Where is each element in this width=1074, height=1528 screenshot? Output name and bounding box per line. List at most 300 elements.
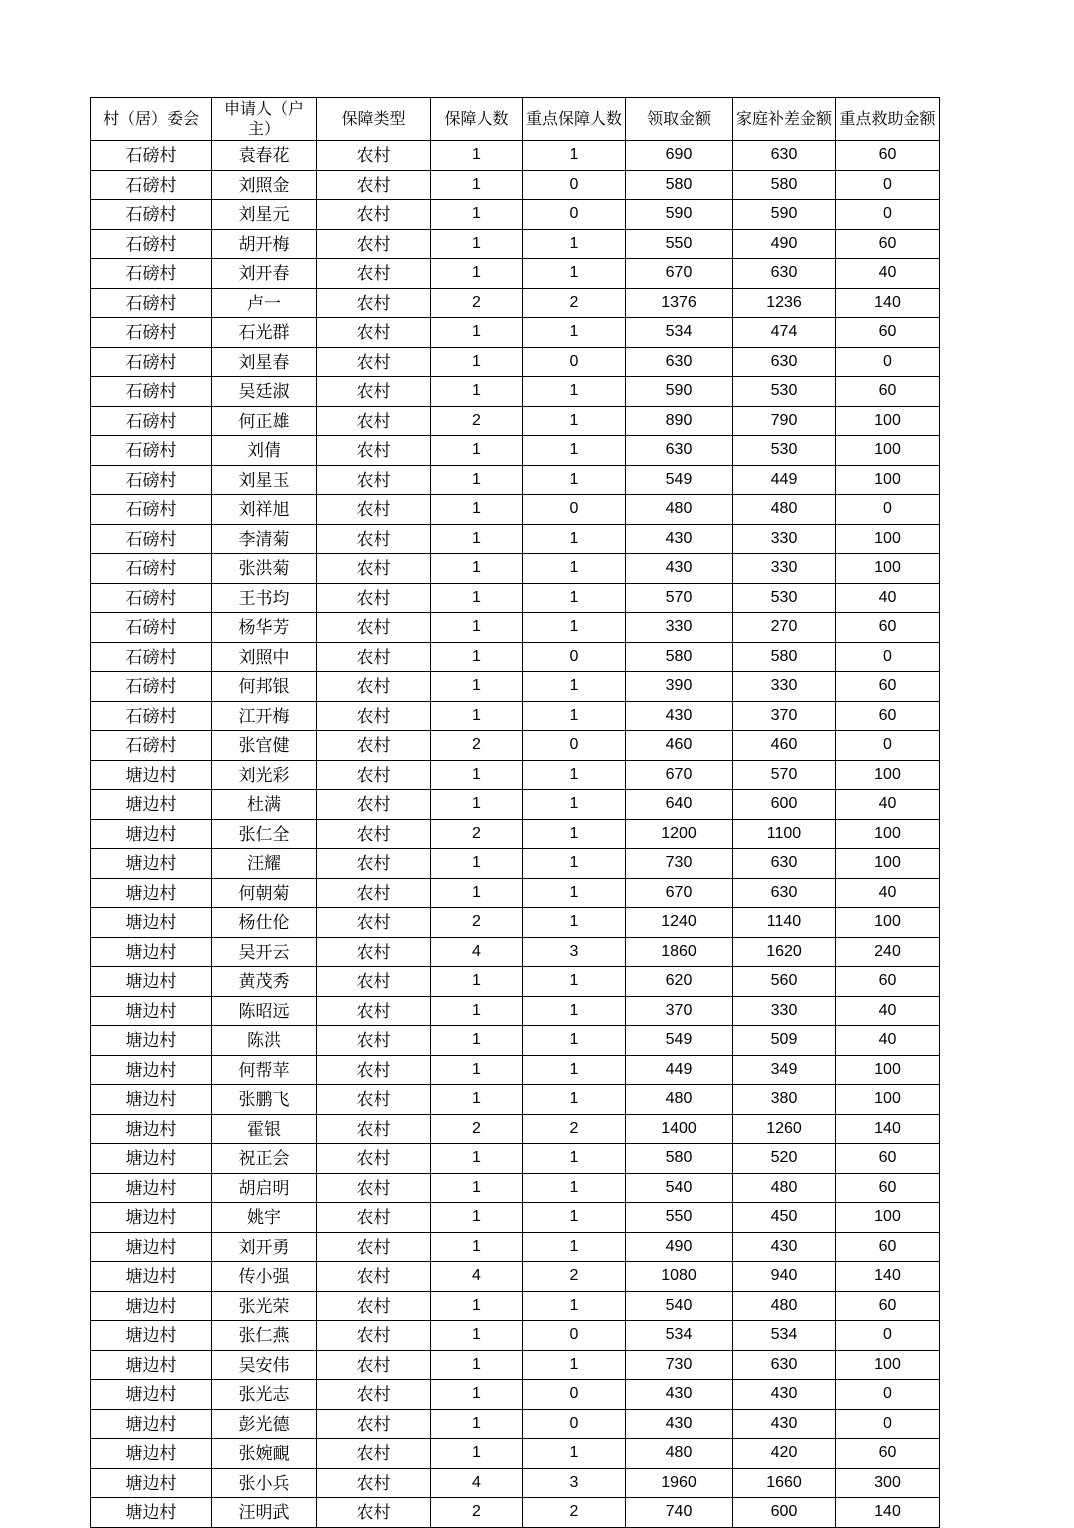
cell-key-relief: 40 — [836, 878, 940, 908]
cell-committee: 塘边村 — [91, 1498, 212, 1528]
cell-amount: 449 — [626, 1055, 733, 1085]
cell-committee: 石磅村 — [91, 731, 212, 761]
cell-key-relief: 0 — [836, 170, 940, 200]
cell-family-subsidy: 420 — [733, 1439, 836, 1469]
cell-applicant: 黄茂秀 — [212, 967, 317, 997]
cell-persons: 1 — [431, 170, 523, 200]
cell-type: 农村 — [317, 790, 431, 820]
cell-committee: 石磅村 — [91, 170, 212, 200]
cell-family-subsidy: 520 — [733, 1144, 836, 1174]
cell-key-relief: 0 — [836, 1321, 940, 1351]
cell-type: 农村 — [317, 878, 431, 908]
cell-type: 农村 — [317, 642, 431, 672]
cell-applicant: 李清菊 — [212, 524, 317, 554]
cell-key-relief: 100 — [836, 1055, 940, 1085]
cell-key-relief: 60 — [836, 701, 940, 731]
cell-committee: 石磅村 — [91, 377, 212, 407]
cell-applicant: 刘开勇 — [212, 1232, 317, 1262]
table-row — [91, 819, 940, 849]
cell-amount: 460 — [626, 731, 733, 761]
cell-key-relief: 100 — [836, 1203, 940, 1233]
cell-committee: 石磅村 — [91, 613, 212, 643]
cell-persons: 1 — [431, 1380, 523, 1410]
cell-amount: 370 — [626, 996, 733, 1026]
cell-key-persons: 1 — [523, 878, 626, 908]
table-row — [91, 1321, 940, 1351]
cell-key-persons: 1 — [523, 790, 626, 820]
cell-family-subsidy: 380 — [733, 1085, 836, 1115]
cell-key-persons: 1 — [523, 377, 626, 407]
table-row — [91, 436, 940, 466]
table-row — [91, 347, 940, 377]
cell-key-persons: 1 — [523, 1203, 626, 1233]
table-row — [91, 613, 940, 643]
cell-amount: 430 — [626, 701, 733, 731]
cell-amount: 1080 — [626, 1262, 733, 1292]
cell-persons: 1 — [431, 347, 523, 377]
cell-persons: 1 — [431, 760, 523, 790]
cell-amount: 1400 — [626, 1114, 733, 1144]
cell-committee: 石磅村 — [91, 672, 212, 702]
cell-type: 农村 — [317, 1498, 431, 1528]
cell-persons: 1 — [431, 141, 523, 171]
cell-amount: 480 — [626, 1439, 733, 1469]
cell-persons: 1 — [431, 996, 523, 1026]
cell-applicant: 刘照中 — [212, 642, 317, 672]
cell-key-relief: 60 — [836, 318, 940, 348]
cell-applicant: 张官健 — [212, 731, 317, 761]
table-row — [91, 1291, 940, 1321]
cell-applicant: 杨仕伦 — [212, 908, 317, 938]
cell-type: 农村 — [317, 229, 431, 259]
cell-key-relief: 0 — [836, 731, 940, 761]
cell-key-persons: 2 — [523, 1262, 626, 1292]
table-row — [91, 996, 940, 1026]
cell-committee: 塘边村 — [91, 849, 212, 879]
cell-key-persons: 1 — [523, 524, 626, 554]
cell-amount: 480 — [626, 495, 733, 525]
cell-type: 农村 — [317, 849, 431, 879]
cell-applicant: 袁春花 — [212, 141, 317, 171]
table-row — [91, 200, 940, 230]
table-row — [91, 967, 940, 997]
cell-type: 农村 — [317, 1262, 431, 1292]
cell-type: 农村 — [317, 583, 431, 613]
cell-key-relief: 60 — [836, 1144, 940, 1174]
cell-type: 农村 — [317, 318, 431, 348]
cell-applicant: 陈洪 — [212, 1026, 317, 1056]
cell-family-subsidy: 530 — [733, 377, 836, 407]
cell-committee: 塘边村 — [91, 1321, 212, 1351]
cell-amount: 1240 — [626, 908, 733, 938]
cell-persons: 1 — [431, 1350, 523, 1380]
cell-key-persons: 1 — [523, 996, 626, 1026]
cell-family-subsidy: 630 — [733, 1350, 836, 1380]
cell-applicant: 张鹏飞 — [212, 1085, 317, 1115]
cell-persons: 1 — [431, 672, 523, 702]
cell-applicant: 王书均 — [212, 583, 317, 613]
cell-applicant: 何朝菊 — [212, 878, 317, 908]
cell-key-persons: 2 — [523, 1114, 626, 1144]
cell-applicant: 杜满 — [212, 790, 317, 820]
cell-type: 农村 — [317, 1114, 431, 1144]
cell-amount: 534 — [626, 318, 733, 348]
cell-persons: 1 — [431, 465, 523, 495]
cell-applicant: 石光群 — [212, 318, 317, 348]
cell-key-relief: 100 — [836, 465, 940, 495]
cell-key-relief: 100 — [836, 1350, 940, 1380]
cell-key-relief: 40 — [836, 996, 940, 1026]
cell-persons: 2 — [431, 288, 523, 318]
cell-key-persons: 2 — [523, 1498, 626, 1528]
cell-amount: 540 — [626, 1173, 733, 1203]
cell-key-relief: 60 — [836, 672, 940, 702]
cell-committee: 石磅村 — [91, 701, 212, 731]
table-row — [91, 672, 940, 702]
table-row — [91, 731, 940, 761]
cell-key-persons: 1 — [523, 1439, 626, 1469]
cell-amount: 1960 — [626, 1468, 733, 1498]
cell-key-persons: 2 — [523, 288, 626, 318]
cell-key-persons: 3 — [523, 1468, 626, 1498]
header-persons: 保障人数 — [431, 98, 523, 141]
table-row — [91, 642, 940, 672]
cell-key-relief: 0 — [836, 495, 940, 525]
cell-persons: 1 — [431, 1203, 523, 1233]
cell-applicant: 张光荣 — [212, 1291, 317, 1321]
cell-family-subsidy: 330 — [733, 672, 836, 702]
cell-committee: 塘边村 — [91, 1468, 212, 1498]
cell-committee: 塘边村 — [91, 1055, 212, 1085]
table-row — [91, 318, 940, 348]
cell-key-relief: 0 — [836, 200, 940, 230]
cell-committee: 塘边村 — [91, 878, 212, 908]
cell-key-persons: 1 — [523, 1026, 626, 1056]
cell-persons: 1 — [431, 495, 523, 525]
cell-applicant: 何邦银 — [212, 672, 317, 702]
cell-persons: 1 — [431, 1409, 523, 1439]
cell-applicant: 姚宇 — [212, 1203, 317, 1233]
cell-committee: 塘边村 — [91, 819, 212, 849]
table-row — [91, 760, 940, 790]
table-body — [91, 141, 940, 1528]
cell-key-persons: 1 — [523, 1173, 626, 1203]
cell-persons: 1 — [431, 613, 523, 643]
cell-persons: 2 — [431, 1498, 523, 1528]
cell-committee: 塘边村 — [91, 1026, 212, 1056]
cell-amount: 590 — [626, 200, 733, 230]
cell-key-relief: 140 — [836, 288, 940, 318]
cell-committee: 塘边村 — [91, 760, 212, 790]
cell-type: 农村 — [317, 1291, 431, 1321]
table-row — [91, 1055, 940, 1085]
cell-type: 农村 — [317, 760, 431, 790]
cell-type: 农村 — [317, 1350, 431, 1380]
cell-persons: 1 — [431, 1232, 523, 1262]
cell-key-relief: 100 — [836, 1085, 940, 1115]
cell-applicant: 刘开春 — [212, 259, 317, 289]
cell-family-subsidy: 1260 — [733, 1114, 836, 1144]
cell-key-relief: 40 — [836, 1026, 940, 1056]
cell-family-subsidy: 630 — [733, 849, 836, 879]
table-row — [91, 141, 940, 171]
header-row — [91, 98, 940, 141]
cell-key-persons: 0 — [523, 731, 626, 761]
cell-key-persons: 1 — [523, 554, 626, 584]
cell-type: 农村 — [317, 1173, 431, 1203]
header-key-persons: 重点保障人数 — [523, 98, 626, 141]
cell-key-persons: 1 — [523, 259, 626, 289]
cell-committee: 塘边村 — [91, 967, 212, 997]
cell-key-relief: 0 — [836, 1380, 940, 1410]
cell-amount: 630 — [626, 347, 733, 377]
cell-key-relief: 100 — [836, 524, 940, 554]
cell-key-persons: 0 — [523, 1380, 626, 1410]
cell-applicant: 吴安伟 — [212, 1350, 317, 1380]
table-row — [91, 1026, 940, 1056]
cell-amount: 580 — [626, 1144, 733, 1174]
cell-persons: 1 — [431, 377, 523, 407]
cell-committee: 石磅村 — [91, 465, 212, 495]
cell-key-persons: 0 — [523, 200, 626, 230]
cell-key-relief: 0 — [836, 347, 940, 377]
cell-family-subsidy: 480 — [733, 495, 836, 525]
cell-persons: 2 — [431, 406, 523, 436]
cell-persons: 1 — [431, 878, 523, 908]
cell-key-relief: 140 — [836, 1498, 940, 1528]
cell-type: 农村 — [317, 436, 431, 466]
cell-key-persons: 0 — [523, 1409, 626, 1439]
cell-key-persons: 1 — [523, 318, 626, 348]
cell-applicant: 张光志 — [212, 1380, 317, 1410]
cell-family-subsidy: 270 — [733, 613, 836, 643]
cell-key-persons: 0 — [523, 1321, 626, 1351]
cell-family-subsidy: 600 — [733, 1498, 836, 1528]
cell-applicant: 吴廷淑 — [212, 377, 317, 407]
cell-applicant: 传小强 — [212, 1262, 317, 1292]
cell-type: 农村 — [317, 377, 431, 407]
cell-key-persons: 0 — [523, 347, 626, 377]
table-row — [91, 1468, 940, 1498]
cell-type: 农村 — [317, 200, 431, 230]
cell-applicant: 张仁燕 — [212, 1321, 317, 1351]
cell-key-relief: 100 — [836, 908, 940, 938]
cell-key-relief: 100 — [836, 406, 940, 436]
cell-type: 农村 — [317, 347, 431, 377]
cell-key-relief: 40 — [836, 259, 940, 289]
cell-applicant: 霍银 — [212, 1114, 317, 1144]
cell-key-persons: 1 — [523, 1144, 626, 1174]
cell-key-relief: 240 — [836, 937, 940, 967]
cell-committee: 塘边村 — [91, 1085, 212, 1115]
cell-key-persons: 1 — [523, 1232, 626, 1262]
cell-key-persons: 1 — [523, 908, 626, 938]
cell-key-persons: 1 — [523, 1350, 626, 1380]
cell-family-subsidy: 580 — [733, 642, 836, 672]
cell-key-persons: 1 — [523, 967, 626, 997]
cell-amount: 1376 — [626, 288, 733, 318]
table-row — [91, 288, 940, 318]
cell-applicant: 吴开云 — [212, 937, 317, 967]
cell-applicant: 刘照金 — [212, 170, 317, 200]
cell-persons: 1 — [431, 849, 523, 879]
cell-persons: 1 — [431, 642, 523, 672]
cell-key-relief: 40 — [836, 583, 940, 613]
cell-applicant: 刘倩 — [212, 436, 317, 466]
cell-amount: 570 — [626, 583, 733, 613]
table-row — [91, 406, 940, 436]
cell-persons: 4 — [431, 1468, 523, 1498]
cell-key-persons: 1 — [523, 613, 626, 643]
cell-committee: 石磅村 — [91, 141, 212, 171]
cell-persons: 2 — [431, 908, 523, 938]
cell-key-relief: 60 — [836, 1291, 940, 1321]
cell-key-relief: 100 — [836, 436, 940, 466]
cell-applicant: 汪耀 — [212, 849, 317, 879]
cell-committee: 石磅村 — [91, 554, 212, 584]
cell-key-relief: 60 — [836, 613, 940, 643]
cell-applicant: 张小兵 — [212, 1468, 317, 1498]
cell-family-subsidy: 1100 — [733, 819, 836, 849]
cell-family-subsidy: 509 — [733, 1026, 836, 1056]
header-committee: 村（居）委会 — [91, 98, 212, 141]
cell-committee: 石磅村 — [91, 524, 212, 554]
cell-persons: 1 — [431, 200, 523, 230]
cell-applicant: 江开梅 — [212, 701, 317, 731]
cell-family-subsidy: 474 — [733, 318, 836, 348]
cell-applicant: 杨华芳 — [212, 613, 317, 643]
cell-family-subsidy: 790 — [733, 406, 836, 436]
cell-key-relief: 100 — [836, 819, 940, 849]
cell-amount: 330 — [626, 613, 733, 643]
cell-persons: 1 — [431, 583, 523, 613]
cell-committee: 石磅村 — [91, 229, 212, 259]
cell-key-relief: 140 — [836, 1262, 940, 1292]
cell-applicant: 汪明武 — [212, 1498, 317, 1528]
cell-family-subsidy: 1660 — [733, 1468, 836, 1498]
cell-key-persons: 1 — [523, 465, 626, 495]
cell-type: 农村 — [317, 937, 431, 967]
cell-key-relief: 100 — [836, 849, 940, 879]
table-row — [91, 1232, 940, 1262]
cell-applicant: 胡开梅 — [212, 229, 317, 259]
cell-committee: 塘边村 — [91, 1114, 212, 1144]
cell-family-subsidy: 1140 — [733, 908, 836, 938]
cell-type: 农村 — [317, 672, 431, 702]
cell-family-subsidy: 1236 — [733, 288, 836, 318]
cell-committee: 塘边村 — [91, 1380, 212, 1410]
cell-key-persons: 3 — [523, 937, 626, 967]
cell-key-persons: 1 — [523, 229, 626, 259]
cell-committee: 石磅村 — [91, 347, 212, 377]
cell-committee: 塘边村 — [91, 1203, 212, 1233]
cell-type: 农村 — [317, 259, 431, 289]
table-row — [91, 849, 940, 879]
cell-committee: 石磅村 — [91, 495, 212, 525]
table-row — [91, 1085, 940, 1115]
cell-applicant: 张仁全 — [212, 819, 317, 849]
table-row — [91, 937, 940, 967]
allowance-table — [90, 97, 940, 1528]
cell-applicant: 陈昭远 — [212, 996, 317, 1026]
cell-amount: 620 — [626, 967, 733, 997]
table-row — [91, 1498, 940, 1528]
cell-applicant: 张洪菊 — [212, 554, 317, 584]
cell-amount: 480 — [626, 1085, 733, 1115]
cell-amount: 730 — [626, 1350, 733, 1380]
cell-persons: 1 — [431, 1173, 523, 1203]
cell-persons: 4 — [431, 1262, 523, 1292]
cell-amount: 580 — [626, 642, 733, 672]
cell-amount: 540 — [626, 1291, 733, 1321]
cell-persons: 1 — [431, 1321, 523, 1351]
cell-family-subsidy: 460 — [733, 731, 836, 761]
cell-type: 农村 — [317, 554, 431, 584]
cell-persons: 1 — [431, 259, 523, 289]
cell-committee: 石磅村 — [91, 436, 212, 466]
cell-applicant: 何帮苹 — [212, 1055, 317, 1085]
cell-committee: 石磅村 — [91, 583, 212, 613]
header-key-relief: 重点救助金额 — [836, 98, 940, 141]
table-row — [91, 1114, 940, 1144]
cell-type: 农村 — [317, 170, 431, 200]
cell-type: 农村 — [317, 819, 431, 849]
cell-persons: 1 — [431, 1144, 523, 1174]
cell-committee: 塘边村 — [91, 996, 212, 1026]
table-row — [91, 1380, 940, 1410]
cell-type: 农村 — [317, 1380, 431, 1410]
cell-applicant: 刘星玉 — [212, 465, 317, 495]
cell-amount: 490 — [626, 1232, 733, 1262]
cell-amount: 590 — [626, 377, 733, 407]
header-family-subsidy: 家庭补差金额 — [733, 98, 836, 141]
cell-committee: 石磅村 — [91, 200, 212, 230]
cell-type: 农村 — [317, 1409, 431, 1439]
cell-persons: 1 — [431, 701, 523, 731]
cell-persons: 2 — [431, 819, 523, 849]
cell-amount: 690 — [626, 141, 733, 171]
cell-applicant: 张婉靦 — [212, 1439, 317, 1469]
cell-committee: 塘边村 — [91, 1350, 212, 1380]
cell-type: 农村 — [317, 1144, 431, 1174]
cell-family-subsidy: 480 — [733, 1291, 836, 1321]
cell-committee: 塘边村 — [91, 790, 212, 820]
cell-key-persons: 1 — [523, 819, 626, 849]
cell-key-persons: 1 — [523, 436, 626, 466]
cell-family-subsidy: 330 — [733, 996, 836, 1026]
cell-type: 农村 — [317, 288, 431, 318]
cell-amount: 670 — [626, 878, 733, 908]
cell-family-subsidy: 1620 — [733, 937, 836, 967]
table-row — [91, 1144, 940, 1174]
cell-family-subsidy: 940 — [733, 1262, 836, 1292]
cell-type: 农村 — [317, 1321, 431, 1351]
table-row — [91, 554, 940, 584]
cell-applicant: 胡启明 — [212, 1173, 317, 1203]
cell-persons: 1 — [431, 229, 523, 259]
cell-amount: 630 — [626, 436, 733, 466]
cell-type: 农村 — [317, 406, 431, 436]
cell-family-subsidy: 630 — [733, 259, 836, 289]
cell-applicant: 卢一 — [212, 288, 317, 318]
cell-key-relief: 100 — [836, 760, 940, 790]
cell-key-relief: 60 — [836, 1173, 940, 1203]
cell-type: 农村 — [317, 524, 431, 554]
table-row — [91, 1262, 940, 1292]
cell-persons: 1 — [431, 1291, 523, 1321]
cell-committee: 塘边村 — [91, 908, 212, 938]
cell-amount: 534 — [626, 1321, 733, 1351]
